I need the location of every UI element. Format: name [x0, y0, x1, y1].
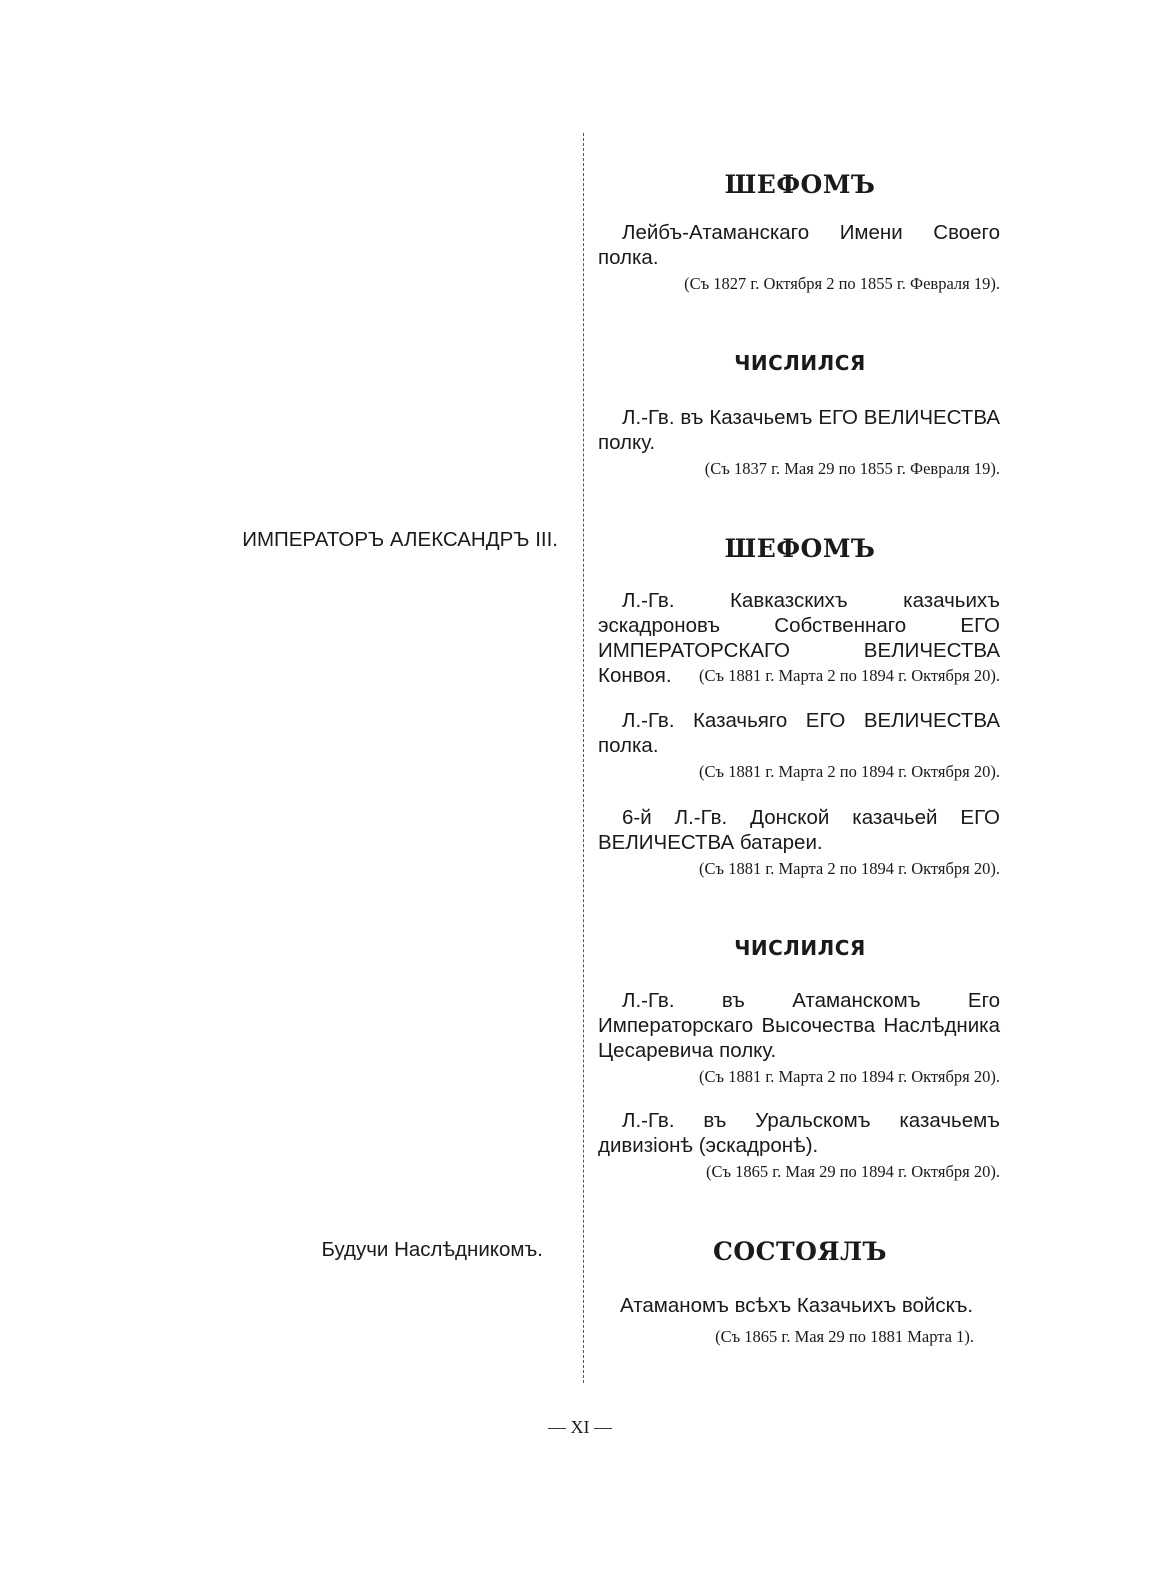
entry-text: Л.-Гв. Кавказскихъ казачьихъ эскадроновъ Собственнаго ЕГО ИМПЕРАТОРСКАГО ВЕЛИЧЕСТВА Конвоя. [598, 589, 1000, 687]
entry-text: Л.-Гв. Казачьяго ЕГО ВЕЛИЧЕСТВА полка. [598, 709, 1000, 757]
entry-text: Лейбъ-Атаманскаго Имени Своего полка. [598, 221, 1000, 269]
entry-text: 6-й Л.-Гв. Донской казачьей ЕГО ВЕЛИЧЕСТВА батареи. [598, 806, 1000, 854]
entry-text: Л.-Гв. въ Казачьемъ ЕГО ВЕЛИЧЕСТВА полку. [598, 406, 1000, 454]
section-heading-chef-2: ШЕФОМЪ [724, 534, 876, 563]
entry-date: (Съ 1865 г. Мая 29 по 1881 Марта 1). [715, 1327, 974, 1346]
section-heading-chef-1: ШЕФОМЪ [724, 170, 876, 199]
page-number: — XI — [548, 1417, 612, 1437]
entry-date: (Съ 1881 г. Марта 2 по 1894 г. Октября 20). [699, 762, 1000, 781]
entry-text: Л.-Гв. въ Атаманскомъ Его Императорскаго Высочества Наслѣдника Цесаревича полку. [598, 989, 1000, 1062]
entry-date: (Съ 1881 г. Марта 2 по 1894 г. Октября 20). [699, 1067, 1000, 1086]
entry-text: Атаманомъ всѣхъ Казачьихъ войскъ. [620, 1294, 974, 1317]
entry-date: (Съ 1881 г. Марта 2 по 1894 г. Октября 20). [699, 666, 1000, 685]
entry-date: (Съ 1827 г. Октября 2 по 1855 г. Февраля 19). [684, 274, 1000, 293]
section-heading-listed-1: ЧИСЛИЛСЯ [734, 351, 866, 375]
heir-note: Будучи Наслѣдникомъ. [321, 1238, 543, 1261]
emperor-name: ИМПЕРАТОРЪ АЛЕКСАНДРЪ III. [242, 528, 558, 551]
section-heading-listed-2: ЧИСЛИЛСЯ [734, 936, 866, 960]
entry-date: (Съ 1837 г. Мая 29 по 1855 г. Февраля 19). [704, 459, 1000, 478]
column-divider [583, 133, 584, 1383]
entry-date: (Съ 1881 г. Марта 2 по 1894 г. Октября 20). [699, 859, 1000, 878]
section-heading-served: СОСТОЯЛЪ [712, 1237, 888, 1266]
entry-date: (Съ 1865 г. Мая 29 по 1894 г. Октября 20). [705, 1162, 1000, 1181]
entry-text: Л.-Гв. въ Уральскомъ казачьемъ дивизiонѣ (эскадронѣ). [598, 1109, 1000, 1157]
